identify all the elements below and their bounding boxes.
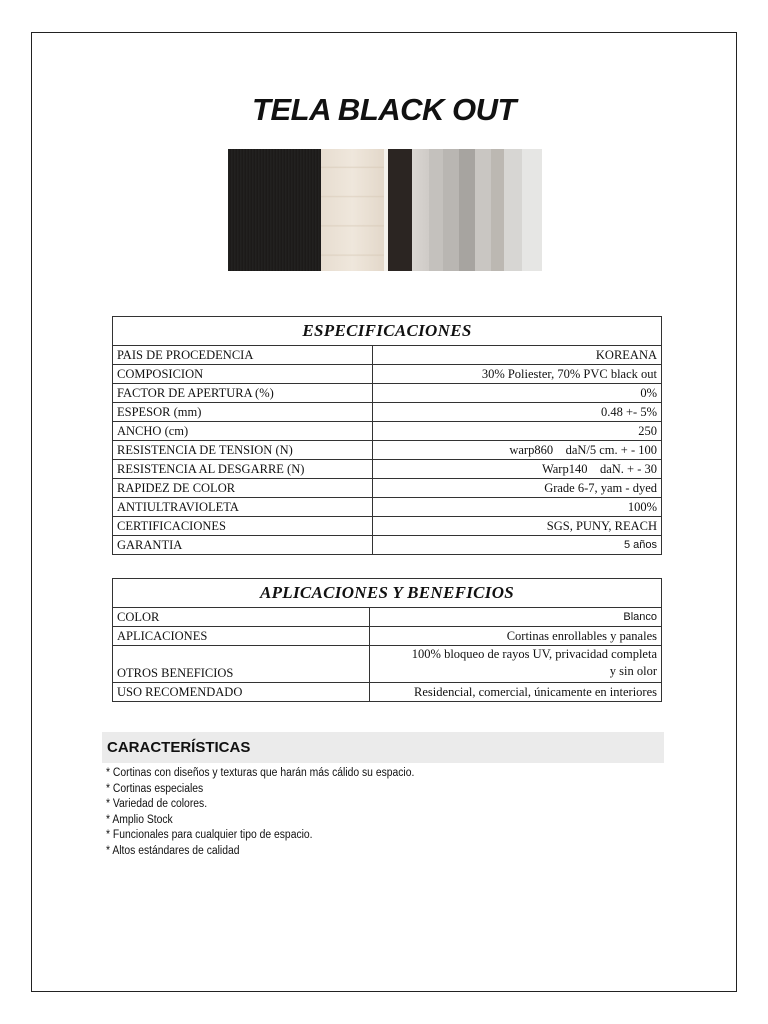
spec-label: CERTIFICACIONES xyxy=(113,517,373,536)
swatch-dark-brown xyxy=(388,149,412,271)
fabric-swatches-image xyxy=(228,149,542,271)
table-row xyxy=(113,479,662,498)
list-item: * Funcionales para cualquier tipo de espacio. xyxy=(106,829,313,841)
table-row xyxy=(113,384,662,403)
swatch-black-fabric xyxy=(228,149,321,271)
spec-label: RESISTENCIA DE TENSION (N) xyxy=(113,441,373,460)
list-item: * Cortinas con diseños y texturas que harán más cálido su espacio. xyxy=(106,767,415,779)
specifications-table xyxy=(112,316,662,555)
table-row xyxy=(113,627,662,646)
applications-table xyxy=(112,578,662,702)
spec-label: RAPIDEZ DE COLOR xyxy=(113,479,373,498)
application-label: APLICACIONES xyxy=(113,627,370,646)
table-row xyxy=(113,403,662,422)
swatch-gray-4 xyxy=(459,149,475,271)
application-value-multiline xyxy=(370,646,662,683)
spec-label: ESPESOR (mm) xyxy=(113,403,373,422)
characteristics-heading: CARACTERÍSTICAS xyxy=(102,732,664,763)
spec-value: warp860 daN/5 cm. + - 100 xyxy=(373,441,662,460)
spec-value: 0% xyxy=(373,384,662,403)
table-row xyxy=(113,536,662,555)
table-row xyxy=(113,498,662,517)
swatch-gray-3 xyxy=(443,149,459,271)
application-value-line: 100% bloqueo de rayos UV, privacidad completa xyxy=(411,647,657,661)
swatch-beige-fabric xyxy=(321,149,384,271)
spec-label: COMPOSICION xyxy=(113,365,373,384)
application-label: OTROS BENEFICIOS xyxy=(113,646,370,683)
spec-label: ANCHO (cm) xyxy=(113,422,373,441)
table-row xyxy=(113,646,662,683)
applications-title: APLICACIONES Y BENEFICIOS xyxy=(113,579,662,608)
table-row xyxy=(113,683,662,702)
list-item: * Cortinas especiales xyxy=(106,782,204,795)
characteristics-list xyxy=(106,766,414,859)
spec-value: 250 xyxy=(373,422,662,441)
swatch-light-gray-1 xyxy=(412,149,430,271)
table-row xyxy=(113,422,662,441)
swatch-white-8 xyxy=(522,149,542,271)
application-value: Blanco xyxy=(370,608,662,627)
spec-label: ANTIULTRAVIOLETA xyxy=(113,498,373,517)
table-row xyxy=(113,441,662,460)
spec-value: KOREANA xyxy=(373,346,662,365)
spec-value: 100% xyxy=(373,498,662,517)
table-row xyxy=(113,346,662,365)
spec-label: PAIS DE PROCEDENCIA xyxy=(113,346,373,365)
application-value: Cortinas enrollables y panales xyxy=(370,627,662,646)
application-value-line: y sin olor xyxy=(609,664,657,678)
list-item: * Amplio Stock xyxy=(106,813,173,826)
list-item: * Altos estándares de calidad xyxy=(106,844,240,857)
document-title: TELA BLACK OUT xyxy=(252,92,516,127)
list-item: * Variedad de colores. xyxy=(106,798,208,810)
swatch-gray-2 xyxy=(429,149,443,271)
table-row xyxy=(113,365,662,384)
table-row xyxy=(113,460,662,479)
spec-label: RESISTENCIA AL DESGARRE (N) xyxy=(113,460,373,479)
application-value: Residencial, comercial, únicamente en interiores xyxy=(370,683,662,702)
spec-value: 30% Poliester, 70% PVC black out xyxy=(373,365,662,384)
swatch-gray-7 xyxy=(504,149,522,271)
spec-value: SGS, PUNY, REACH xyxy=(373,517,662,536)
spec-value: Grade 6-7, yam - dyed xyxy=(373,479,662,498)
application-label: USO RECOMENDADO xyxy=(113,683,370,702)
spec-value: Warp140 daN. + - 30 xyxy=(373,460,662,479)
table-row xyxy=(113,517,662,536)
swatch-gray-5 xyxy=(475,149,491,271)
swatch-taupe-6 xyxy=(491,149,505,271)
spec-value: 5 años xyxy=(373,536,662,555)
specifications-title: ESPECIFICACIONES xyxy=(113,317,662,346)
table-row xyxy=(113,608,662,627)
application-label: COLOR xyxy=(113,608,370,627)
spec-value: 0.48 +- 5% xyxy=(373,403,662,422)
spec-label: FACTOR DE APERTURA (%) xyxy=(113,384,373,403)
spec-label: GARANTIA xyxy=(113,536,373,555)
